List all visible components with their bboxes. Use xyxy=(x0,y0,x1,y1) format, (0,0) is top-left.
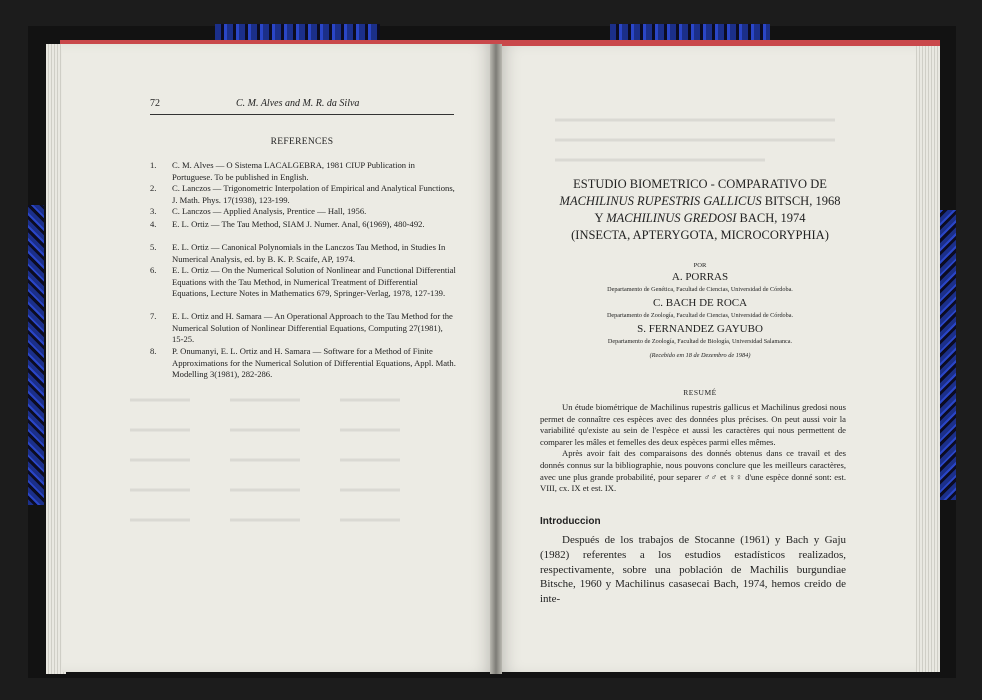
running-head-title: C. M. Alves and M. R. da Silva xyxy=(236,98,360,109)
species-name: MACHILINUS GREDOSI xyxy=(606,211,737,225)
introduction-text xyxy=(540,533,846,607)
reference-item xyxy=(150,242,456,265)
introduction-paragraph: Después de los trabajos de Stocanne (1961) y Bach y Gaju (1982) referentes a los estudios estadísticos realizados, respectivamente, sobre una población de Machilis burgundiae Bitsche, 1960 y Machilinus casasecai Bach, 1974, hemos creido de inte- xyxy=(540,534,846,606)
cover-pattern-right xyxy=(938,210,956,500)
reference-text: E. L. Ortiz and H. Samara — An Operational Approach to the Tau Method for the Numerical Solution of Nonlinear Differential Equations, Computing 27(1981), 15-25. xyxy=(172,311,453,344)
reference-number: 2. xyxy=(150,183,157,193)
bleed-through-left xyxy=(120,390,420,560)
reference-item xyxy=(150,311,456,346)
reference-item xyxy=(150,160,456,183)
introduction-heading: Introduccion xyxy=(540,516,601,527)
reference-number: 1. xyxy=(150,160,157,170)
title-line: (INSECTA, APTERYGOTA, MICROCORYPHIA) xyxy=(571,228,829,242)
reference-text: C. M. Alves — O Sistema LACALGEBRA, 1981 CIUP Publication in Portuguese. To be published in English. xyxy=(172,160,415,182)
resume-paragraph: Un étude biométrique de Machilinus rupestris gallicus et Machilinus gredosi nous permet de connaître ces espèces avec des données plus précises. On peut aussi voir la variabilité qu'existe au sein de l'espèce et aussi les caractères qui nous permettent de comparer les mâles et femelles des deux espèces parmi elles mêmes. xyxy=(540,402,846,447)
reference-number: 8. xyxy=(150,346,157,356)
resume-paragraph: Après avoir fait des comparaisons des donnés obtenus dans ce travail et des donnés connus sur la bibliographie, nous pouvons conclure que les meilleurs caractères, avec une plus grande probabilité, pour separer ♂♂ et ♀♀ d'une espèce donné sont: est. VIII, cx. IX et est. IX. xyxy=(540,448,846,494)
reference-item xyxy=(150,346,456,381)
species-author: BACH, 1974 xyxy=(736,211,806,225)
reference-text: E. L. Ortiz — Canonical Polynomials in the Lanczos Tau Method, in Studies In Numerical Analysis, ed. by B. K. P. Scaife, AP, 1974. xyxy=(172,242,446,264)
author-name: A. PORRAS xyxy=(671,271,729,283)
title-line xyxy=(530,210,870,227)
reference-item xyxy=(150,265,456,300)
reference-number: 3. xyxy=(150,206,157,216)
page-number: 72 xyxy=(150,98,160,109)
reference-number: 6. xyxy=(150,265,157,275)
species-name: MACHILINUS RUPESTRIS GALLICUS xyxy=(559,194,762,208)
reference-text: C. Lanczos — Trigonometric Interpolation of Empirical and Analytical Functions, J. Math. Phys. 17(1938), 123-199. xyxy=(172,183,455,205)
reference-item xyxy=(150,183,456,206)
conjunction: Y xyxy=(594,211,607,225)
page-edges-right xyxy=(914,46,940,672)
author-affiliation: Departamento de Zoología, Facultad de Ciencias, Universidad de Córdoba. xyxy=(606,312,794,319)
title-line: ESTUDIO BIOMETRICO - COMPARATIVO DE xyxy=(573,177,827,191)
author-name: S. FERNANDEZ GAYUBO xyxy=(637,323,763,335)
species-author: BITSCH, 1968 xyxy=(761,194,841,208)
bleed-through-right xyxy=(545,110,845,170)
reference-number: 5. xyxy=(150,242,157,252)
reference-number: 4. xyxy=(150,219,157,229)
reference-text: P. Onumanyi, E. L. Ortiz and H. Samara — Software for a Method of Finite Approximations for the Numerical Solution of Differential Equations, Appl. Math. Modelling 3(1981), 282-286. xyxy=(172,346,456,379)
reference-text: E. L. Ortiz — On the Numerical Solution of Nonlinear and Functional Differential Equations with the Tau Method, in Numerical Treatment of Differential Equations, Lecture Notes in Mathematics 679, Springer-Verlag, 1978, 127-139. xyxy=(172,265,456,298)
references-heading: REFERENCES xyxy=(270,137,334,147)
author-affiliation: Departamento de Genética, Facultad de Ciencias, Universidad de Córdoba. xyxy=(607,286,793,293)
received-date: (Recebido em 18 de Dezembro de 1984) xyxy=(649,352,751,359)
reference-text: E. L. Ortiz — The Tau Method, SIAM J. Numer. Anal, 6(1969), 480-492. xyxy=(172,219,425,229)
por-label: POR xyxy=(693,262,707,269)
article-title xyxy=(530,176,870,244)
reference-item xyxy=(150,206,456,218)
reference-text: C. Lanczos — Applied Analysis, Prentice — Hall, 1956. xyxy=(172,206,367,216)
author-affiliation: Departamento de Zoología, Facultad de Biología, Universidad Salamanca. xyxy=(607,338,793,345)
cover-pattern-left xyxy=(28,205,44,505)
author-name: C. BACH DE ROCA xyxy=(652,297,748,309)
resume-heading: RESUMÉ xyxy=(683,388,717,397)
running-head xyxy=(150,98,454,115)
book-gutter xyxy=(490,44,502,674)
reference-item xyxy=(150,219,456,231)
reference-number: 7. xyxy=(150,311,157,321)
resume-text xyxy=(540,402,846,495)
title-line xyxy=(530,193,870,210)
